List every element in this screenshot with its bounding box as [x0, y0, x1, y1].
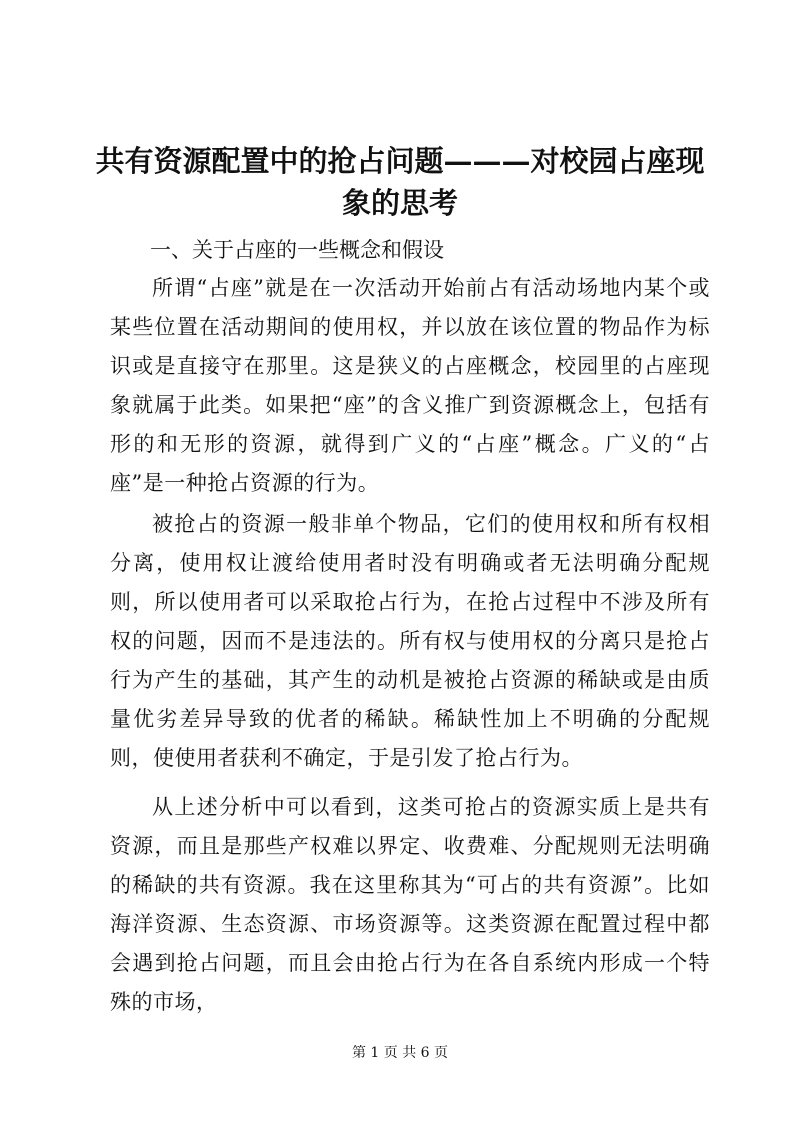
page-number-footer: 第 1 页 共 6 页 [351, 1045, 449, 1061]
section-heading: 一、关于占座的一些概念和假设 [150, 238, 444, 262]
paragraph-3: 从上述分析中可以看到，这类可抢占的资源实质上是共有资源，而且是那些产权难以界定、收费难、分配规则无法明确的稀缺的共有资源。我在这里称其为“可占的共有资源”。比如海洋资源、生态资源、市场资源等。这类资源在配置过程中都会遇到抢占问题，而且会由抢占行为在各自系统内形成一个特殊的市场， [110, 795, 710, 1014]
paragraph-2: 被抢占的资源一般非单个物品，它们的使用权和所有权相分离，使用权让渡给使用者时没有明确或者无法明确分配规则，所以使用者可以采取抢占行为，在抢占过程中不涉及所有权的问题，因而不是违法的。所有权与使用权的分离只是抢占行为产生的基础，其产生的动机是被抢占资源的稀缺或是由质量优劣差异导致的优者的稀缺。稀缺性加上不明确的分配规则，使使用者获利不确定，于是引发了抢占行为。 [110, 512, 710, 770]
paragraph-1: 所谓“占座”就是在一次活动开始前占有活动场地内某个或某些位置在活动期间的使用权，并以放在该位置的物品作为标识或是直接守在那里。这是狭义的占座概念，校园里的占座现象就属于此类。如果把“座”的含义推广到资源概念上，包括有形的和无形的资源，就得到广义的“占座”概念。广义的“占座”是一种抢占资源的行为。 [110, 276, 710, 495]
document-title: 共有资源配置中的抢占问题———对校园占座现象的思考 [95, 144, 705, 220]
